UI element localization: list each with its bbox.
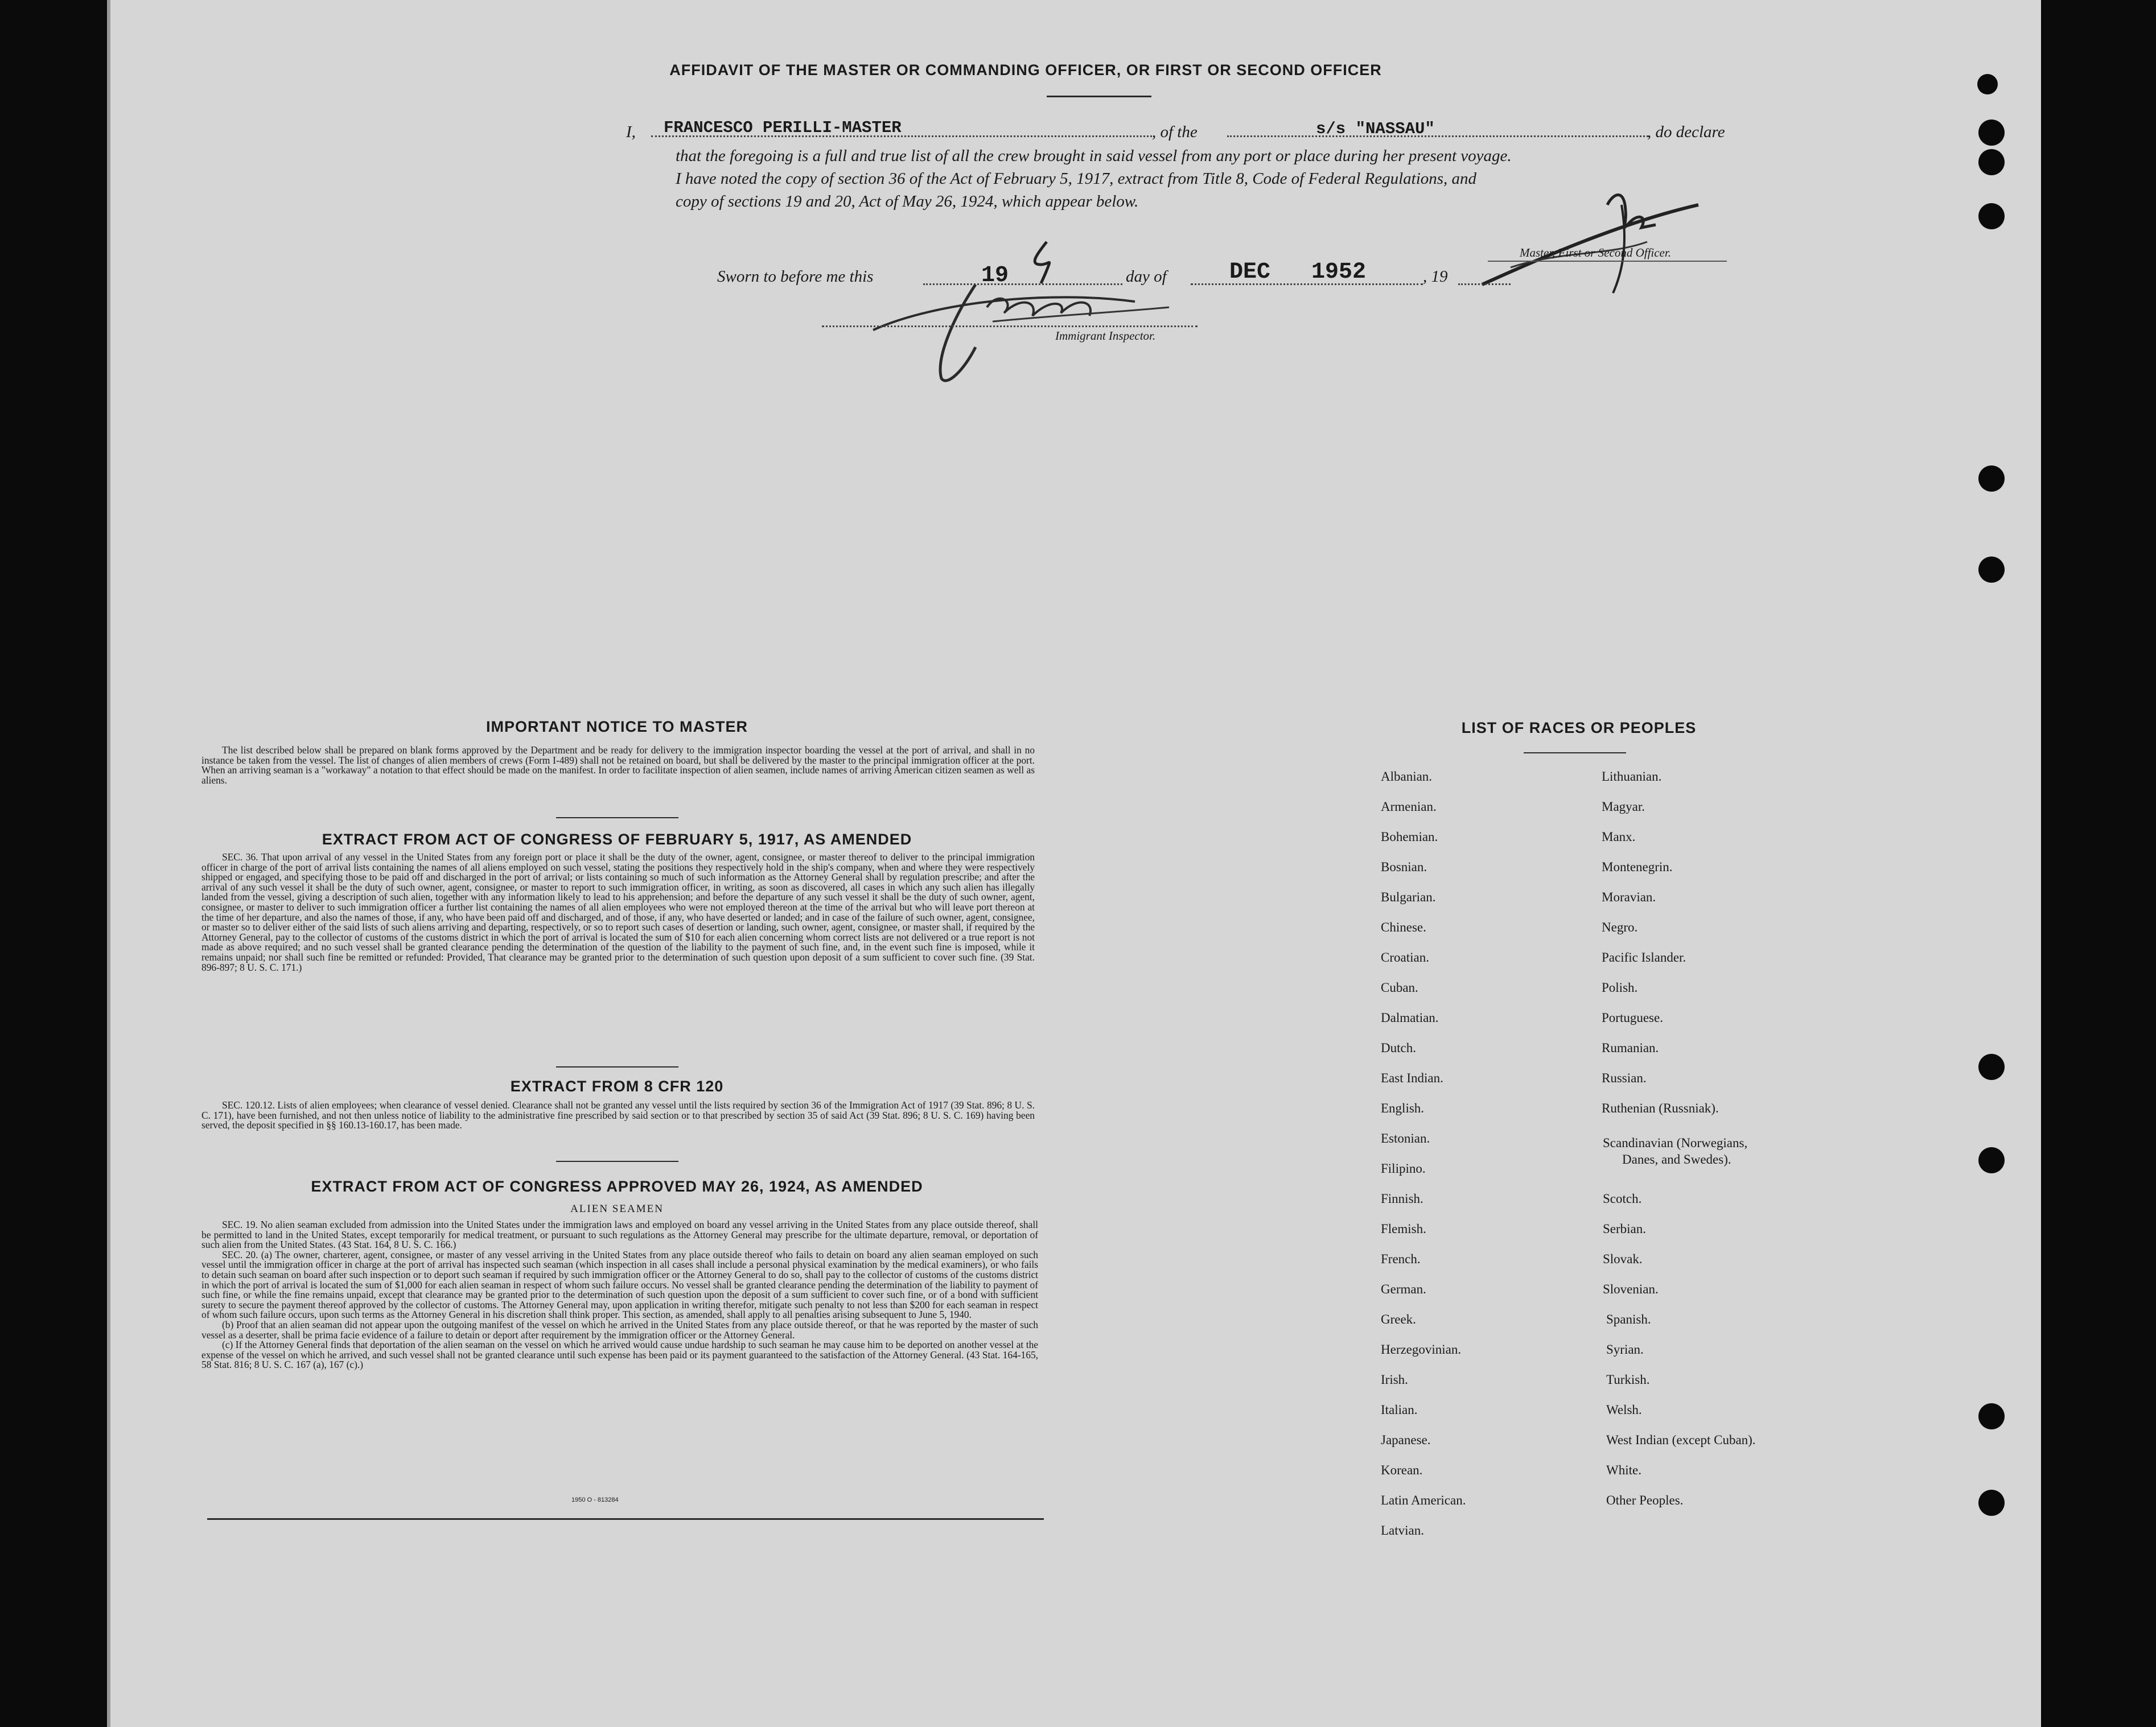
binder-hole bbox=[1978, 1403, 2005, 1429]
binder-hole bbox=[1978, 149, 2005, 175]
race-italian: Italian. bbox=[1381, 1403, 1418, 1417]
extract-1917-text bbox=[201, 852, 1035, 972]
divider bbox=[556, 817, 678, 818]
extract-cfr-text bbox=[201, 1101, 1035, 1131]
race-ruthenian: Ruthenian (Russniak). bbox=[1602, 1101, 1719, 1115]
race-manx: Manx. bbox=[1602, 830, 1636, 844]
vessel-line bbox=[1227, 135, 1648, 137]
race-armenian: Armenian. bbox=[1381, 799, 1437, 814]
notice-paragraph: The list described below shall be prepared on blank forms approved by the Department and be ready for delivery to the immigration inspector boarding the vessel at the port of arrival, and shall in no instance be taken from the vessel. The list of changes of alien members of crews (Form I-489) shall not be retained on board, but shall be delivered by the master to the principal immigration officer at the port. When an arriving seaman is a "workaway" a notation to that effect should be made on the manifest. In order to facilitate inspection of alien seamen, include names of arriving American citizen seamen as well as aliens. bbox=[201, 744, 1035, 786]
race-other-peoples: Other Peoples. bbox=[1606, 1493, 1684, 1507]
race-dutch: Dutch. bbox=[1381, 1041, 1416, 1055]
nineteen-label: , 19 bbox=[1423, 267, 1448, 286]
race-flemish: Flemish. bbox=[1381, 1222, 1426, 1236]
section-20a-paragraph: SEC. 20. (a) The owner, charterer, agent, consignee, or master of any vessel arriving in the United States from any place outside thereof who fails to detain on board any alien seaman employed on such vessel until the immigration officer in charge at the port of arrival has inspected such seaman (which inspection in all cases shall include a personal physical examination by the medical examiners), or who fails to detain such seaman on board after such inspection or to deport such seaman if required by such immigration officer or the Attorney General to do so, shall pay to the collector of customs of the customs district in which the port of arrival is located the sum of $1,000 for each alien seaman in respect of whom such failure occurs. No vessel shall be granted clearance pending the determination of the liability to payment of such fine, or while the fine remains unpaid, except that clearance may be granted prior to the determination of such question upon the deposit of a sum sufficient to cover such fine, or of a bond with sufficient surety to secure the payment thereof approved by the collector of customs. The Attorney General may, upon application in writing therefor, mitigate such penalty to not less than $200 for each seaman in respect of whom such failure occurs, upon such terms as the Attorney General in his discretion shall think proper. This section, as amended, shall apply to all penalties arising subsequent to June 5, 1940. bbox=[201, 1248, 1038, 1321]
master-signature-line bbox=[1488, 261, 1727, 262]
extract-1924-title: EXTRACT FROM ACT OF CONGRESS APPROVED MAY 26, 1924, AS AMENDED bbox=[311, 1178, 923, 1195]
race-albanian: Albanian. bbox=[1381, 769, 1433, 784]
binder-hole bbox=[1978, 465, 2005, 492]
race-bohemian: Bohemian. bbox=[1381, 830, 1438, 844]
section-120-12-paragraph: SEC. 120.12. Lists of alien employees; when clearance of vessel denied. Clearance shall not be granted any vessel until the lists required by section 36 of the Immigration Act of 1917 (39 Stat. 896; 8 U. S. C. 171), have been furnished, and not then unless notice of liability to the administrative fine prescribed by said section or to that prescribed by section 35 of said Act (39 Stat. 896; 8 U. S. C. 169) having been served, the deposit specified in §§ 160.13-160.17, has been made. bbox=[201, 1099, 1035, 1131]
race-herzegovinian: Herzegovinian. bbox=[1381, 1342, 1462, 1357]
race-estonian: Estonian. bbox=[1381, 1131, 1430, 1145]
race-portuguese: Portuguese. bbox=[1602, 1011, 1663, 1025]
race-german: German. bbox=[1381, 1282, 1426, 1296]
race-korean: Korean. bbox=[1381, 1463, 1423, 1477]
affidavit-title: AFFIDAVIT OF THE MASTER OR COMMANDING OFFICER, OR FIRST OR SECOND OFFICER bbox=[669, 61, 1382, 79]
section-20b-paragraph: (b) Proof that an alien seaman did not appear upon the outgoing manifest of the vessel on which he arrived in the United States from any place outside thereof, or that he was reported by the master of such vessel as a deserter, shall be prima facie evidence of a failure to detain or deport after requirement by the immigration officer or the Attorney General. bbox=[201, 1318, 1038, 1341]
divider bbox=[556, 1066, 678, 1067]
sworn-month: DEC bbox=[1229, 259, 1271, 285]
binder-hole bbox=[1978, 1147, 2005, 1173]
races-title: LIST OF RACES OR PEOPLES bbox=[1461, 719, 1697, 736]
race-welsh: Welsh. bbox=[1606, 1403, 1642, 1417]
race-irish: Irish. bbox=[1381, 1372, 1408, 1387]
race-moravian: Moravian. bbox=[1602, 890, 1656, 904]
bottom-rule bbox=[207, 1518, 1044, 1520]
alien-seamen-subtitle: ALIEN SEAMEN bbox=[570, 1203, 664, 1215]
race-french: French. bbox=[1381, 1252, 1421, 1266]
race-montenegrin: Montenegrin. bbox=[1602, 860, 1673, 874]
of-the-label: , of the bbox=[1152, 123, 1198, 141]
race-finnish: Finnish. bbox=[1381, 1192, 1423, 1206]
binder-hole bbox=[1978, 557, 2005, 583]
inspector-signature bbox=[850, 267, 1237, 393]
race-slovenian: Slovenian. bbox=[1603, 1282, 1659, 1296]
race-bulgarian: Bulgarian. bbox=[1381, 890, 1436, 904]
notice-text bbox=[201, 745, 1035, 785]
print-code: 1950 O - 813284 bbox=[571, 1497, 619, 1503]
notice-title: IMPORTANT NOTICE TO MASTER bbox=[486, 718, 748, 735]
do-declare-label: , do declare bbox=[1647, 123, 1725, 141]
day-of-label: day of bbox=[1126, 267, 1167, 286]
race-east-indian: East Indian. bbox=[1381, 1071, 1443, 1085]
race-cuban: Cuban. bbox=[1381, 980, 1418, 995]
inspector-caption: Immigrant Inspector. bbox=[1055, 329, 1156, 343]
race-dalmatian: Dalmatian. bbox=[1381, 1011, 1439, 1025]
race-turkish: Turkish. bbox=[1606, 1372, 1650, 1387]
binder-hole bbox=[1978, 1490, 2005, 1516]
affidavit-line-4: copy of sections 19 and 20, Act of May 26, 1924, which appear below. bbox=[676, 192, 1139, 211]
vessel-name: s/s "NASSAU" bbox=[1316, 119, 1435, 138]
race-latvian: Latvian. bbox=[1381, 1523, 1424, 1538]
race-slovak: Slovak. bbox=[1603, 1252, 1643, 1266]
race-chinese: Chinese. bbox=[1381, 920, 1426, 934]
inspector-line bbox=[822, 325, 1198, 327]
sworn-label: Sworn to before me this bbox=[717, 267, 874, 286]
race-spanish: Spanish. bbox=[1606, 1312, 1651, 1326]
race-croatian: Croatian. bbox=[1381, 950, 1429, 965]
race-negro: Negro. bbox=[1602, 920, 1638, 934]
affidavit-line-3: I have noted the copy of section 36 of the Act of February 5, 1917, extract from Title 8, Code of Federal Regulations, and bbox=[676, 170, 1477, 188]
sworn-year: 1952 bbox=[1311, 259, 1367, 285]
races-rule bbox=[1524, 752, 1626, 753]
race-filipino: Filipino. bbox=[1381, 1161, 1426, 1176]
race-rumanian: Rumanian. bbox=[1602, 1041, 1659, 1055]
affidavit-line-2: that the foregoing is a full and true list of all the crew brought in said vessel from any port or place during her present voyage. bbox=[676, 147, 1512, 165]
race-white: White. bbox=[1606, 1463, 1641, 1477]
race-scotch: Scotch. bbox=[1603, 1192, 1642, 1206]
race-serbian: Serbian. bbox=[1603, 1222, 1647, 1236]
affidavit-i-label: I, bbox=[626, 123, 636, 141]
document-page bbox=[107, 0, 2041, 1727]
race-english: English. bbox=[1381, 1101, 1425, 1115]
race-lithuanian: Lithuanian. bbox=[1602, 769, 1662, 784]
race-japanese: Japanese. bbox=[1381, 1433, 1431, 1447]
binder-hole bbox=[1977, 74, 1998, 94]
divider bbox=[556, 1161, 678, 1162]
race-latin-american: Latin American. bbox=[1381, 1493, 1466, 1507]
race-magyar: Magyar. bbox=[1602, 799, 1645, 814]
year-line bbox=[1458, 283, 1511, 285]
race-west-indian: West Indian (except Cuban). bbox=[1606, 1433, 1756, 1447]
race-syrian: Syrian. bbox=[1606, 1342, 1644, 1357]
extract-1924-text bbox=[201, 1220, 1038, 1370]
race-scandinavian-continued: Danes, and Swedes). bbox=[1622, 1152, 1731, 1167]
binder-hole bbox=[1978, 203, 2005, 229]
section-36-paragraph: SEC. 36. That upon arrival of any vessel in the United States from any foreign port or place it shall be the duty of the owner, agent, consignee, or master thereof to deliver to the principal immigration officer in charge of the port of arrival lists containing the names of all aliens employed on such vessel, stating the positions they respectively hold in the ship's company, when and where they were respectively shipped or engaged, and specifying those to be paid off and discharged in the port of arrival; or lists containing so much of such information as the Attorney General shall by regulation prescribe; and after the arrival of any such vessel it shall be the duty of such owner, agent, consignee, or master to report to such immigration officer, in writing, as soon as discovered, all cases in which any such alien has illegally landed from the vessel, giving a description of such alien, together with any information likely to lead to his apprehension; and before the departure of any such vessel it shall be the duty of such owner, agent, consignee, or master to deliver to such immigration officer a further list containing the names of all alien employees who were not employed thereon at the time of the arrival but who will leave port thereon at the time of her departure, and also the names of those, if any, who have been paid off and discharged, and of those, if any, who have deserted or landed; and in case of the failure of such owner, agent, consignee, or master so to deliver either of the said lists of such aliens arriving and departing, respectively, or so to report such cases of desertion or landing, such owner, agent, consignee, or master shall, if required by the Attorney General, pay to the collector of customs of the customs district in which the port of arrival is located the sum of $10 for each alien concerning whom correct lists are not delivered or a true report is not made as above required; and no such vessel shall be granted clearance pending the determination of the question of the liability to the payment of such fine, and, in the event such fine is imposed, while it remains unpaid; nor shall such fine be remitted or refunded: Provided, That clearance may be granted prior to the determination of such question upon deposit of a sum sufficient to cover such fine. (39 Stat. 896-897; 8 U. S. C. 171.) bbox=[201, 851, 1035, 973]
race-scandinavian: Scandinavian (Norwegians, bbox=[1603, 1136, 1748, 1150]
section-19-paragraph: SEC. 19. No alien seaman excluded from admission into the United States under the immigration laws and employed on board any vessel arriving in the United States from any place outside thereof, shall be permitted to land in the United States, except temporarily for medical treatment, or pursuant to such regulations as the Attorney General may prescribe for the ultimate departure, removal, or deportation of such alien from the United States. (43 Stat. 164, 8 U. S. C. 166.) bbox=[201, 1219, 1038, 1251]
binder-hole bbox=[1978, 119, 2005, 146]
race-bosnian: Bosnian. bbox=[1381, 860, 1427, 874]
race-greek: Greek. bbox=[1381, 1312, 1416, 1326]
title-rule bbox=[1047, 96, 1151, 97]
race-pacific-islander: Pacific Islander. bbox=[1602, 950, 1686, 965]
sworn-day: 19 bbox=[981, 263, 1009, 288]
section-20c-paragraph: (c) If the Attorney General finds that deportation of the alien seaman on the vessel on which he arrived would cause undue hardship to such seaman he may cause him to be deported on another vessel at the expense of the vessel on which he arrived, and such vessel shall not be granted clearance until such expense has been paid or its payment guaranteed to the satisfaction of the Attorney General. (43 Stat. 164-165, 58 Stat. 816; 8 U. S. C. 167 (a), 167 (c).) bbox=[201, 1339, 1038, 1371]
binder-hole bbox=[1978, 1054, 2005, 1080]
master-caption: Master, First or Second Officer. bbox=[1520, 246, 1671, 259]
master-name: FRANCESCO PERILLI-MASTER bbox=[664, 118, 902, 137]
extract-cfr-title: EXTRACT FROM 8 CFR 120 bbox=[510, 1078, 724, 1095]
master-signature bbox=[1476, 171, 1715, 302]
extract-1917-title: EXTRACT FROM ACT OF CONGRESS OF FEBRUARY 5, 1917, AS AMENDED bbox=[322, 831, 912, 848]
race-polish: Polish. bbox=[1602, 980, 1638, 995]
race-russian: Russian. bbox=[1602, 1071, 1647, 1085]
